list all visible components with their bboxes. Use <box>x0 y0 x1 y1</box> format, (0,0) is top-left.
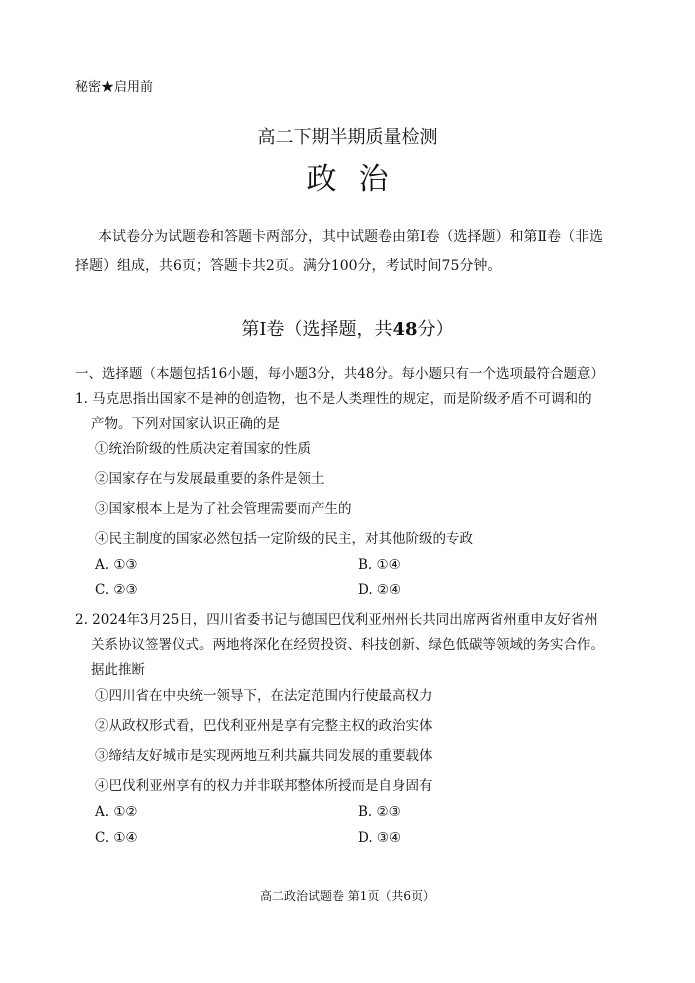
question-2-choice-a: A. ①② <box>95 804 138 820</box>
question-1-choice-b: B. ①④ <box>358 557 401 573</box>
question-2-stem-line-3: 据此推断 <box>91 662 145 678</box>
exam-subject-title: 政治 <box>306 162 411 197</box>
question-2-stem-line-2: 关系协议签署仪式。两地将深化在经贸投资、科技创新、绿色低碳等领域的务实合作。 <box>91 637 604 653</box>
question-2-option-2: ②从政权形式看，巴伐利亚州是享有完整主权的政治实体 <box>95 718 433 734</box>
question-2-option-3: ③缔结友好城市是实现两地互利共赢共同发展的重要载体 <box>95 748 433 764</box>
section-instructions: 一、选择题（本题包括16小题，每小题3分，共48分。每小题只有一个选项最符合题意） <box>75 366 604 382</box>
section-title-suffix: 分） <box>417 319 454 340</box>
question-2-option-1: ①四川省在中央统一领导下，在法定范围内行使最高权力 <box>95 688 433 704</box>
section-title-number: 48 <box>392 319 418 340</box>
question-2-choice-c: C. ①④ <box>95 830 138 846</box>
question-1-stem-line-1: 1. 马克思指出国家不是神的创造物，也不是人类理性的规定，而是阶级矛盾不可调和的 <box>75 391 592 407</box>
question-1-option-2: ②国家存在与发展最重要的条件是领土 <box>95 471 325 487</box>
question-1-choice-d: D. ②④ <box>358 582 402 598</box>
question-2-choice-d: D. ③④ <box>358 830 402 846</box>
question-1-stem-line-2: 产物。下列对国家认识正确的是 <box>91 416 280 432</box>
section-title-prefix: 第Ⅰ卷（选择题，共 <box>241 319 393 340</box>
question-1-choice-c: C. ②③ <box>95 582 138 598</box>
exam-subtitle: 高二下期半期质量检测 <box>257 127 438 148</box>
question-1-option-3: ③国家根本上是为了社会管理需要而产生的 <box>95 501 352 517</box>
question-2-stem-line-1: 2. 2024年3月25日，四川省委书记与德国巴伐利亚州州长共同出席两省州重申友好省州 <box>75 612 598 628</box>
question-1-option-4: ④民主制度的国家必然包括一定阶级的民主，对其他阶级的专政 <box>95 531 473 547</box>
question-2-choice-b: B. ②③ <box>358 804 401 820</box>
intro-line-2: 择题）组成，共6页；答题卡共2页。满分100分，考试时间75分钟。 <box>75 258 502 274</box>
section-title <box>0 315 695 341</box>
question-1-option-1: ①统治阶级的性质决定着国家的性质 <box>95 441 311 457</box>
confidential-label: 秘密★启用前 <box>75 80 154 95</box>
page-footer: 高二政治试题卷 第1页（共6页） <box>259 889 436 903</box>
question-2-option-4: ④巴伐利亚州享有的权力并非联邦整体所授而是自身固有 <box>95 778 433 794</box>
question-1-choice-a: A. ①③ <box>95 557 138 573</box>
intro-line-1: 本试卷分为试题卷和答题卡两部分，其中试题卷由第Ⅰ卷（选择题）和第Ⅱ卷（非选 <box>98 229 604 245</box>
